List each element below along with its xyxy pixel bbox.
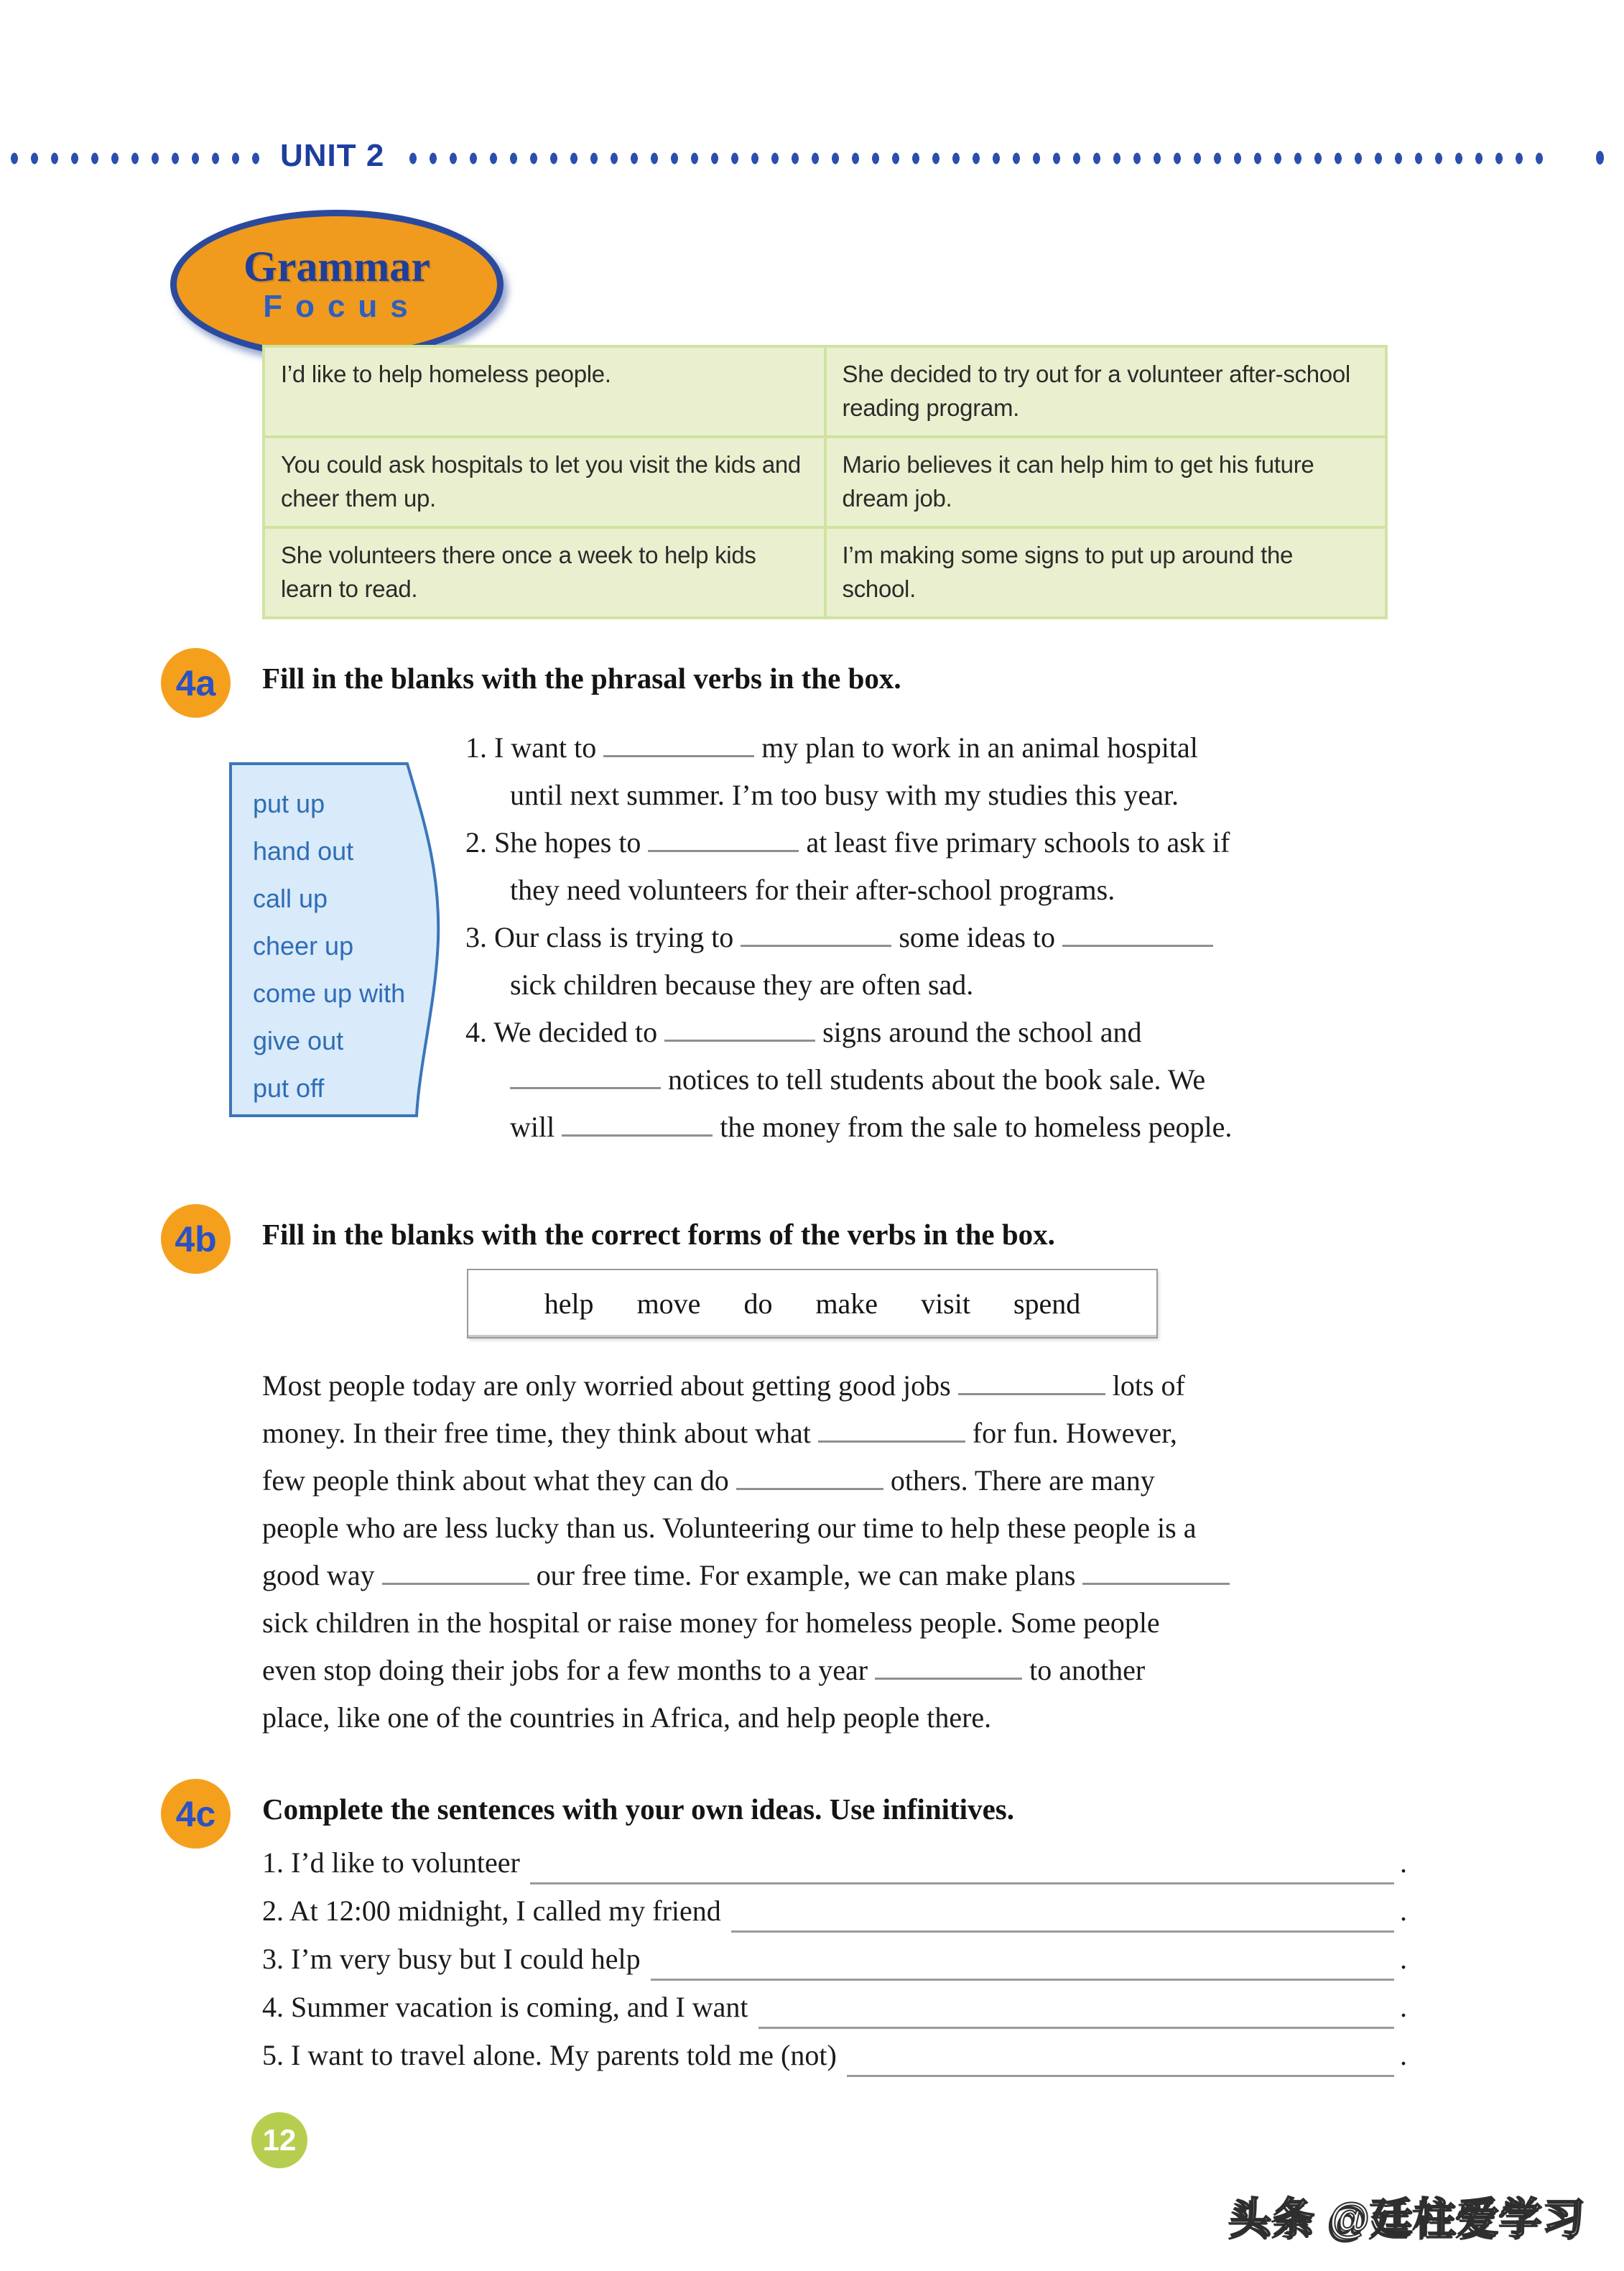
phrasal-verbs-list	[228, 762, 445, 1112]
blank-line	[818, 1421, 965, 1443]
table-cell: She decided to try out for a volunteer after-school reading program.	[825, 346, 1387, 437]
blank-line	[1062, 925, 1213, 947]
word-item: call up	[253, 884, 328, 913]
sentence-period: .	[1400, 1846, 1407, 1879]
word-item: give out	[253, 1026, 344, 1055]
table-row	[264, 437, 1386, 527]
blank-line	[731, 1900, 1394, 1933]
sentence-item	[262, 1981, 1407, 2029]
dotted-line-left	[4, 152, 261, 165]
blank-line	[562, 1115, 713, 1137]
sentence-period: .	[1400, 1991, 1407, 2023]
blank-line	[530, 1851, 1394, 1884]
sentence-text: 2. At 12:00 midnight, I called my friend	[262, 1895, 721, 1927]
exercise-item: 2. She hopes to at least five primary schools to ask if they need volunteers for their after-school programs.	[465, 826, 1230, 906]
blank-line	[510, 1068, 661, 1089]
table-row	[264, 346, 1386, 437]
table-cell: I’m making some signs to put up around the school.	[825, 527, 1387, 618]
verbs-box	[467, 1269, 1158, 1338]
sentence-period: .	[1400, 1943, 1407, 1975]
blank-line	[382, 1563, 529, 1585]
table-row	[264, 527, 1386, 618]
word-item: cheer up	[253, 931, 354, 961]
blank-line	[648, 831, 799, 852]
page-number: 12	[251, 2112, 307, 2168]
dotted-line-right	[403, 152, 1555, 165]
dot-end	[1596, 151, 1604, 165]
blank-line	[651, 1948, 1394, 1981]
word-item: do	[743, 1287, 773, 1320]
exercise-4a-items	[465, 724, 1414, 1151]
section-4c-badge: 4c	[161, 1779, 231, 1849]
grammar-focus-table	[262, 345, 1388, 619]
sentence-text: 5. I want to travel alone. My parents told me (not)	[262, 2039, 837, 2071]
grammar-focus-title: Grammar	[243, 243, 430, 291]
section-4a-badge: 4a	[161, 648, 231, 718]
word-item: move	[636, 1287, 701, 1320]
sentence-item	[262, 1836, 1407, 1884]
sentence-text: 4. Summer vacation is coming, and I want	[262, 1991, 748, 2023]
phrasal-verbs-box	[228, 762, 445, 1118]
sentence-item	[262, 1933, 1407, 1981]
blank-line	[847, 2044, 1394, 2077]
unit-title: UNIT 2	[280, 138, 385, 173]
blank-line	[664, 1020, 815, 1042]
blank-line	[736, 1468, 883, 1490]
exercise-item: 3. Our class is trying to some ideas to sick children because they are often sad.	[465, 914, 1414, 1009]
sentence-item	[262, 1884, 1407, 1933]
word-item: make	[815, 1287, 878, 1320]
sentence-period: .	[1400, 1895, 1407, 1927]
blank-line	[875, 1658, 1022, 1680]
grammar-focus-badge	[170, 210, 504, 359]
word-item: put up	[253, 789, 325, 818]
blank-line	[958, 1374, 1105, 1395]
sentence-period: .	[1400, 2039, 1407, 2071]
watermark-text: 头条 @廷柱爱学习	[1230, 2195, 1587, 2242]
exercise-4c-items	[262, 1836, 1407, 2077]
unit-header	[0, 138, 1624, 174]
section-4b-title: Fill in the blanks with the correct forms of the verbs in the box.	[262, 1218, 1055, 1251]
exercise-item: 4. We decided to signs around the school and notices to tell students about the book sale. We will the money from the sale to homeless people.	[465, 1016, 1233, 1143]
word-item: spend	[1013, 1287, 1081, 1320]
sentence-text: 3. I’m very busy but I could help	[262, 1943, 641, 1975]
exercise-4b-paragraph: Most people today are only worried about getting good jobs lots of money. In their free time, they think about what for fun. However, few people think about what they can do others. There are many people who are less lucky than us. Volunteering our time to help these people is a good way our free time. For example, we can make plans sick children in the hospital or raise money for homeless people. Some people even stop doing their jobs for a few months to a year to another place, like one of the countries in Africa, and help people there.	[262, 1362, 1404, 1742]
table-cell: You could ask hospitals to let you visit the kids and cheer them up.	[264, 437, 825, 527]
blank-line	[758, 1996, 1394, 2029]
section-4c-title: Complete the sentences with your own ideas. Use infinitives.	[262, 1793, 1014, 1826]
word-item: hand out	[253, 836, 354, 866]
word-item: visit	[921, 1287, 970, 1320]
sentence-item	[262, 2029, 1407, 2077]
word-item: come up with	[253, 979, 406, 1008]
grammar-focus-subtitle: Focus	[263, 289, 421, 325]
sentence-text: 1. I’d like to volunteer	[262, 1846, 520, 1879]
blank-line	[603, 736, 754, 757]
section-4b-badge: 4b	[161, 1204, 231, 1274]
word-item: put off	[253, 1073, 325, 1103]
section-4a-title: Fill in the blanks with the phrasal verbs in the box.	[262, 662, 901, 695]
blank-line	[1082, 1563, 1230, 1585]
table-cell: I’d like to help homeless people.	[264, 346, 825, 437]
blank-line	[741, 925, 891, 947]
table-cell: Mario believes it can help him to get his future dream job.	[825, 437, 1387, 527]
table-cell: She volunteers there once a week to help kids learn to read.	[264, 527, 825, 618]
exercise-item: 1. I want to my plan to work in an animal hospital until next summer. I’m too busy with my studies this year.	[465, 731, 1198, 811]
word-item: help	[544, 1287, 594, 1320]
